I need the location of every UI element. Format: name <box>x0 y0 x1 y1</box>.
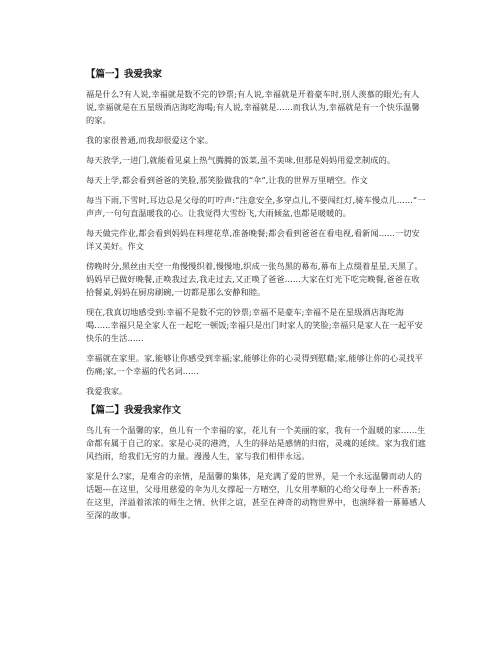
section-1-paragraph: 每天放学,一进门,就能看见桌上热气腾腾的饭菜,虽不美味,但那是妈妈用爱烹制成的。 <box>86 155 396 165</box>
section-1-paragraph: 每当下雨,下雪时,耳边总是父母的叮咛声:“注意安全,多穿点儿,不要闯红灯,骑车慢点儿......”一声声,一句句直温暖我的心。让我觉得大雪纷飞,大雨倾盆,也都是暖暖的。 <box>86 195 426 218</box>
section-1-paragraph: 我爱我家。 <box>86 386 128 396</box>
section-1-paragraph: 幸福就在家里。家,能够让你感受到幸福;家,能够让你的心灵得到慰藉;家,能够让你的心灵找平伤痛;家,一个幸福的代名词...... <box>86 353 424 376</box>
section-1-paragraph: 傍晚时分,黑丝由天空一角慢慢织着,慢慢地,织成一张鸟黑的幕布,幕布上点缀着星星,天黑了。妈妈早已做好晚餐,正唤我过去,我走过去,又正唤了爸爸......大家在灯光下吃完晚餐,爸爸在收拾餐桌,妈妈在厨房刷碗,一切都是那么安静和睦。 <box>86 261 423 297</box>
section-1-paragraph: 现在,我真切地感受到:幸福不是数不完的钞票;幸福不是豪车;幸福不是在星级酒店海吃海喝......幸福只是全家人在一起吃一顿饭;幸福只是出门时家人的笑脸;幸福只是家人在一起平安快乐的生活...... <box>86 307 423 343</box>
section-1-paragraph: 每天做完作业,都会看到妈妈在料理花草,准备晚餐;都会看到爸爸在看电视,看新闻......一切安详又美好。作文 <box>86 228 420 251</box>
section-2-heading: 【篇二】我爱我家作文 <box>86 405 182 416</box>
section-1-heading: 【篇一】我爱我家 <box>86 69 163 80</box>
section-1-paragraph: 福是什么?有人说,幸福就是数不完的钞票;有人说,幸福就是开着豪车时,别人羡慕的眼光;有人说,幸福就是在五星级酒店海吃海喝;有人说,幸福就是......而我认为,幸福就是有一个快乐温馨的家。 <box>86 89 420 125</box>
section-2-paragraph: 家是什么?家，是难舍的亲情，是温馨的集体，是充满了爱的世界，是一个永远温馨而动人的话题---在这里，父母用慈爱的伞为儿女撑起一方晴空，儿女用孝顺的心给父母奉上一杯香茶;在这里，洋溢着浓浓的师生之情、伙伴之谊，甚至在神奇的动物世界中，也演绎着一幕幕感人至深的故事。 <box>86 471 426 520</box>
section-1-paragraph: 我的家很普通,而我却很爱这个家。 <box>86 135 214 145</box>
section-2-paragraph: 鸟儿有一个温馨的家，鱼儿有一个幸福的家，花儿有一个美丽的家，我有一个温暖的家......生命都有属于自己的家。家是心灵的港湾，人生的驿站是感情的归宿，灵魂的延续。家为我们遮风挡雨，给我们无穷的力量。漫漫人生，家与我们相伴永远。 <box>86 425 426 461</box>
section-1-paragraph: 每天上学,都会看到爸爸的笑脸,那笑脸做我的“伞”,让我的世界万里晴空。作文 <box>86 175 368 185</box>
